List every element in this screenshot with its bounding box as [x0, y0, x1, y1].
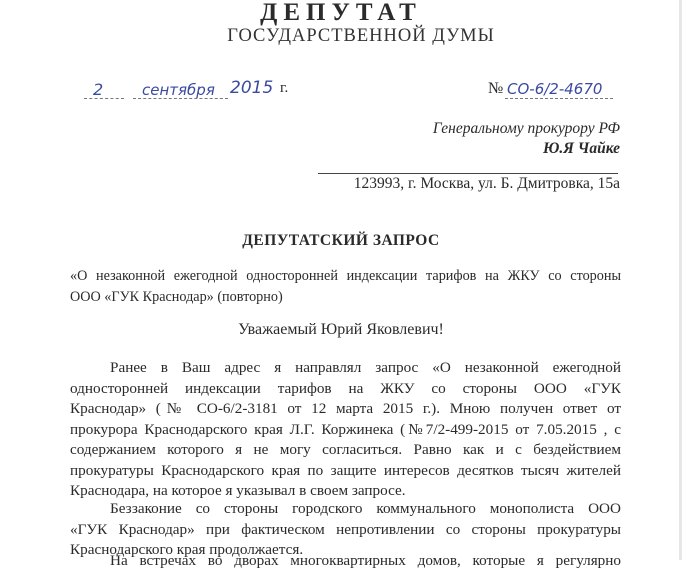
- date-month-underline: [133, 98, 228, 99]
- paragraph-line: содержанием которого я не могу согласиться. Равно как и с бездействием: [70, 441, 621, 458]
- letterhead-title: ДЕПУТАТ: [260, 0, 422, 26]
- paragraph-line: На встречах во дворах многоквартирных домов, которые я регулярно: [110, 552, 621, 569]
- salutation: Уважаемый Юрий Яковлевич!: [238, 321, 444, 338]
- paragraph-line: Краснодара, на которое я указывал в своем запросе.: [70, 482, 406, 499]
- date-year: 2015: [230, 78, 274, 98]
- address-rule: [318, 173, 618, 174]
- date-day-underline: [84, 98, 124, 99]
- subject-line: ООО «ГУК Краснодар» (повторно): [70, 288, 283, 305]
- paragraph-line: Краснодарского края продолжается.: [70, 541, 304, 558]
- paragraph-line: Беззаконие со стороны городского коммунального монополиста ООО: [110, 500, 621, 517]
- paragraph-line: «ГУК Краснодар» при фактическом непротивлении со стороны прокуратуры: [70, 520, 621, 538]
- paragraph-3: [70, 551, 621, 572]
- paragraph-line: Краснодар» (№ СО-6/2-3181 от 12 марта 2015 г.). Мною получен ответ от: [70, 400, 621, 417]
- number-prefix: №: [488, 80, 504, 97]
- document-title: ДЕПУТАТСКИЙ ЗАПРОС: [242, 232, 440, 249]
- date-year-suffix: г.: [280, 80, 289, 96]
- paragraph-line: односторонней индексации тарифов на ЖКУ со стороны ООО «ГУК: [70, 379, 621, 397]
- subject-line: «О незаконной ежегодной односторонней индексации тарифов на ЖКУ со стороны: [70, 268, 621, 284]
- letterhead-subtitle: ГОСУДАРСТВЕННОЙ ДУМЫ: [227, 26, 495, 46]
- outgoing-number: СО-6/2-4670: [507, 80, 603, 98]
- addressee-address: 123993, г. Москва, ул. Б. Дмитровка, 15а: [353, 175, 620, 192]
- paragraph-line: прокурора Краснодарского края Л.Г. Коржинека (№7/2-499-2015 от 7.05.2015 , с: [70, 420, 621, 438]
- paragraph-line: Ранее в Ваш адрес я направлял запрос «О незаконной ежегодной: [110, 359, 621, 376]
- number-underline: [505, 98, 613, 99]
- date-month: сентября: [142, 81, 215, 99]
- addressee-name: Ю.Я Чайке: [542, 140, 620, 157]
- addressee-position: Генеральному прокурору РФ: [432, 120, 620, 137]
- date-day: 2: [93, 80, 104, 99]
- subject: [70, 267, 621, 308]
- paragraph-1: [70, 358, 621, 502]
- paragraph-line: прокуратуры Краснодарского края по защите интересов десятков тысяч жителей: [70, 461, 621, 479]
